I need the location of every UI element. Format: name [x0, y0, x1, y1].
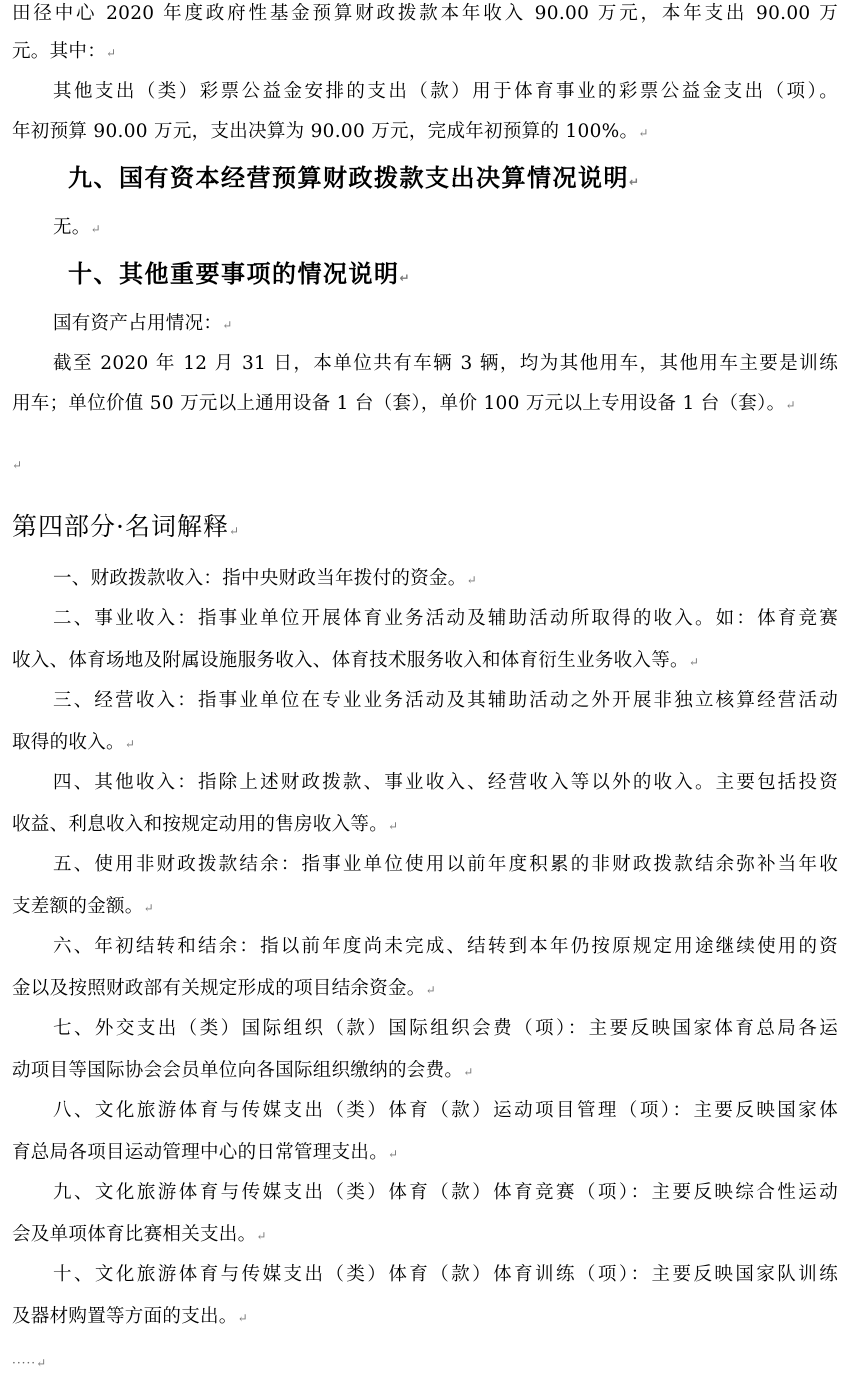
part-4-heading: 第四部分·名词解释↵	[12, 512, 240, 541]
glossary-item-line-2: 及器材购置等方面的支出。↵	[12, 1306, 248, 1327]
section-10-line-2: 截至 2020 年 12 月 31 日，本单位共有车辆 3 辆，均为其他用车，其他用车主要是训练	[53, 353, 838, 374]
paragraph-mark-icon: ↵	[237, 1311, 248, 1325]
intro-line-3: 其他支出（类）彩票公益金安排的支出（款）用于体育事业的彩票公益金支出（项）。	[53, 81, 838, 102]
section-10-heading: 十、其他重要事项的情况说明↵	[68, 260, 410, 288]
empty-paragraph	[12, 450, 838, 479]
paragraph-mark-icon: ↵	[463, 1065, 474, 1079]
glossary-item-line-1: 四、其他收入：指除上述财政拨款、事业收入、经营收入等以外的收入。主要包括投资	[53, 772, 838, 793]
paragraph-mark-icon: ↵	[124, 737, 135, 751]
glossary-item-line-2: 收入、体育场地及附属设施服务收入、体育技术服务收入和体育衍生业务收入等。↵	[12, 650, 699, 671]
paragraph-mark-icon: ↵	[629, 175, 640, 189]
paragraph-mark-icon: ↵	[12, 458, 23, 472]
paragraph-mark-icon: ↵	[425, 983, 436, 997]
glossary-item-line-1: 十、文化旅游体育与传媒支出（类）体育（款）体育训练（项）：主要反映国家队训练	[53, 1264, 838, 1285]
intro-line-4: 年初预算 90.00 万元，支出决算为 90.00 万元，完成年初预算的 100%。↵	[12, 121, 649, 142]
glossary-item-line-2: 取得的收入。↵	[12, 732, 135, 753]
paragraph-mark-icon: ↵	[36, 1356, 47, 1370]
glossary-item-line-2: 收益、利息收入和按规定动用的售房收入等。↵	[12, 814, 399, 835]
paragraph-mark-icon: ↵	[466, 573, 477, 587]
section-9-body: 无。↵	[53, 217, 101, 238]
trailing-dots: ·····↵	[12, 1356, 47, 1370]
glossary-item-line-1: 一、财政拨款收入：指中央财政当年拨付的资金。↵	[53, 568, 477, 589]
paragraph-mark-icon: ↵	[388, 1147, 399, 1161]
glossary-item-line-1: 七、外交支出（类）国际组织（款）国际组织会费（项）：主要反映国家体育总局各运	[53, 1018, 838, 1039]
glossary-item-line-1: 八、文化旅游体育与传媒支出（类）体育（款）运动项目管理（项）：主要反映国家体	[53, 1100, 838, 1121]
paragraph-mark-icon: ↵	[222, 318, 233, 332]
paragraph-mark-icon: ↵	[785, 398, 796, 412]
glossary-item-line-2: 支差额的金额。↵	[12, 896, 154, 917]
section-10-line-1: 国有资产占用情况：↵	[53, 313, 233, 334]
glossary-item-line-2: 育总局各项目运动管理中心的日常管理支出。↵	[12, 1142, 399, 1163]
glossary-item-line-1: 五、使用非财政拨款结余：指事业单位使用以前年度积累的非财政拨款结余弥补当年收	[53, 854, 838, 875]
paragraph-mark-icon: ↵	[399, 271, 410, 285]
glossary-item-line-2: 动项目等国际协会会员单位向各国际组织缴纳的会费。↵	[12, 1060, 474, 1081]
paragraph-mark-icon: ↵	[143, 901, 154, 915]
paragraph-mark-icon: ↵	[638, 126, 649, 140]
glossary-item-line-2: 金以及按照财政部有关规定形成的项目结余资金。↵	[12, 978, 436, 999]
glossary-item-line-2: 会及单项体育比赛相关支出。↵	[12, 1224, 267, 1245]
glossary-item-line-1: 九、文化旅游体育与传媒支出（类）体育（款）体育竞赛（项）：主要反映综合性运动	[53, 1182, 838, 1203]
paragraph-mark-icon: ↵	[388, 819, 399, 833]
section-10-line-3: 用车；单位价值 50 万元以上通用设备 1 台（套），单价 100 万元以上专用设备 1 台（套）。↵	[12, 393, 796, 414]
paragraph-mark-icon: ↵	[688, 655, 699, 669]
paragraph-mark-icon: ↵	[106, 46, 117, 60]
paragraph-mark-icon: ↵	[228, 524, 240, 538]
section-9-heading: 九、国有资本经营预算财政拨款支出决算情况说明↵	[68, 164, 640, 192]
paragraph-mark-icon: ↵	[256, 1229, 267, 1243]
intro-line-1: 田径中心 2020 年度政府性基金预算财政拨款本年收入 90.00 万元，本年支出 90.00 万	[12, 3, 838, 24]
glossary-item-line-1: 三、经营收入：指事业单位在专业业务活动及其辅助活动之外开展非独立核算经营活动	[53, 690, 838, 711]
glossary-item-line-1: 二、事业收入：指事业单位开展体育业务活动及辅助活动所取得的收入。如：体育竞赛	[53, 608, 838, 629]
glossary-item-line-1: 六、年初结转和结余：指以前年度尚未完成、结转到本年仍按原规定用途继续使用的资	[53, 936, 838, 957]
intro-line-2: 元。其中：↵	[12, 41, 117, 62]
paragraph-mark-icon: ↵	[90, 222, 101, 236]
